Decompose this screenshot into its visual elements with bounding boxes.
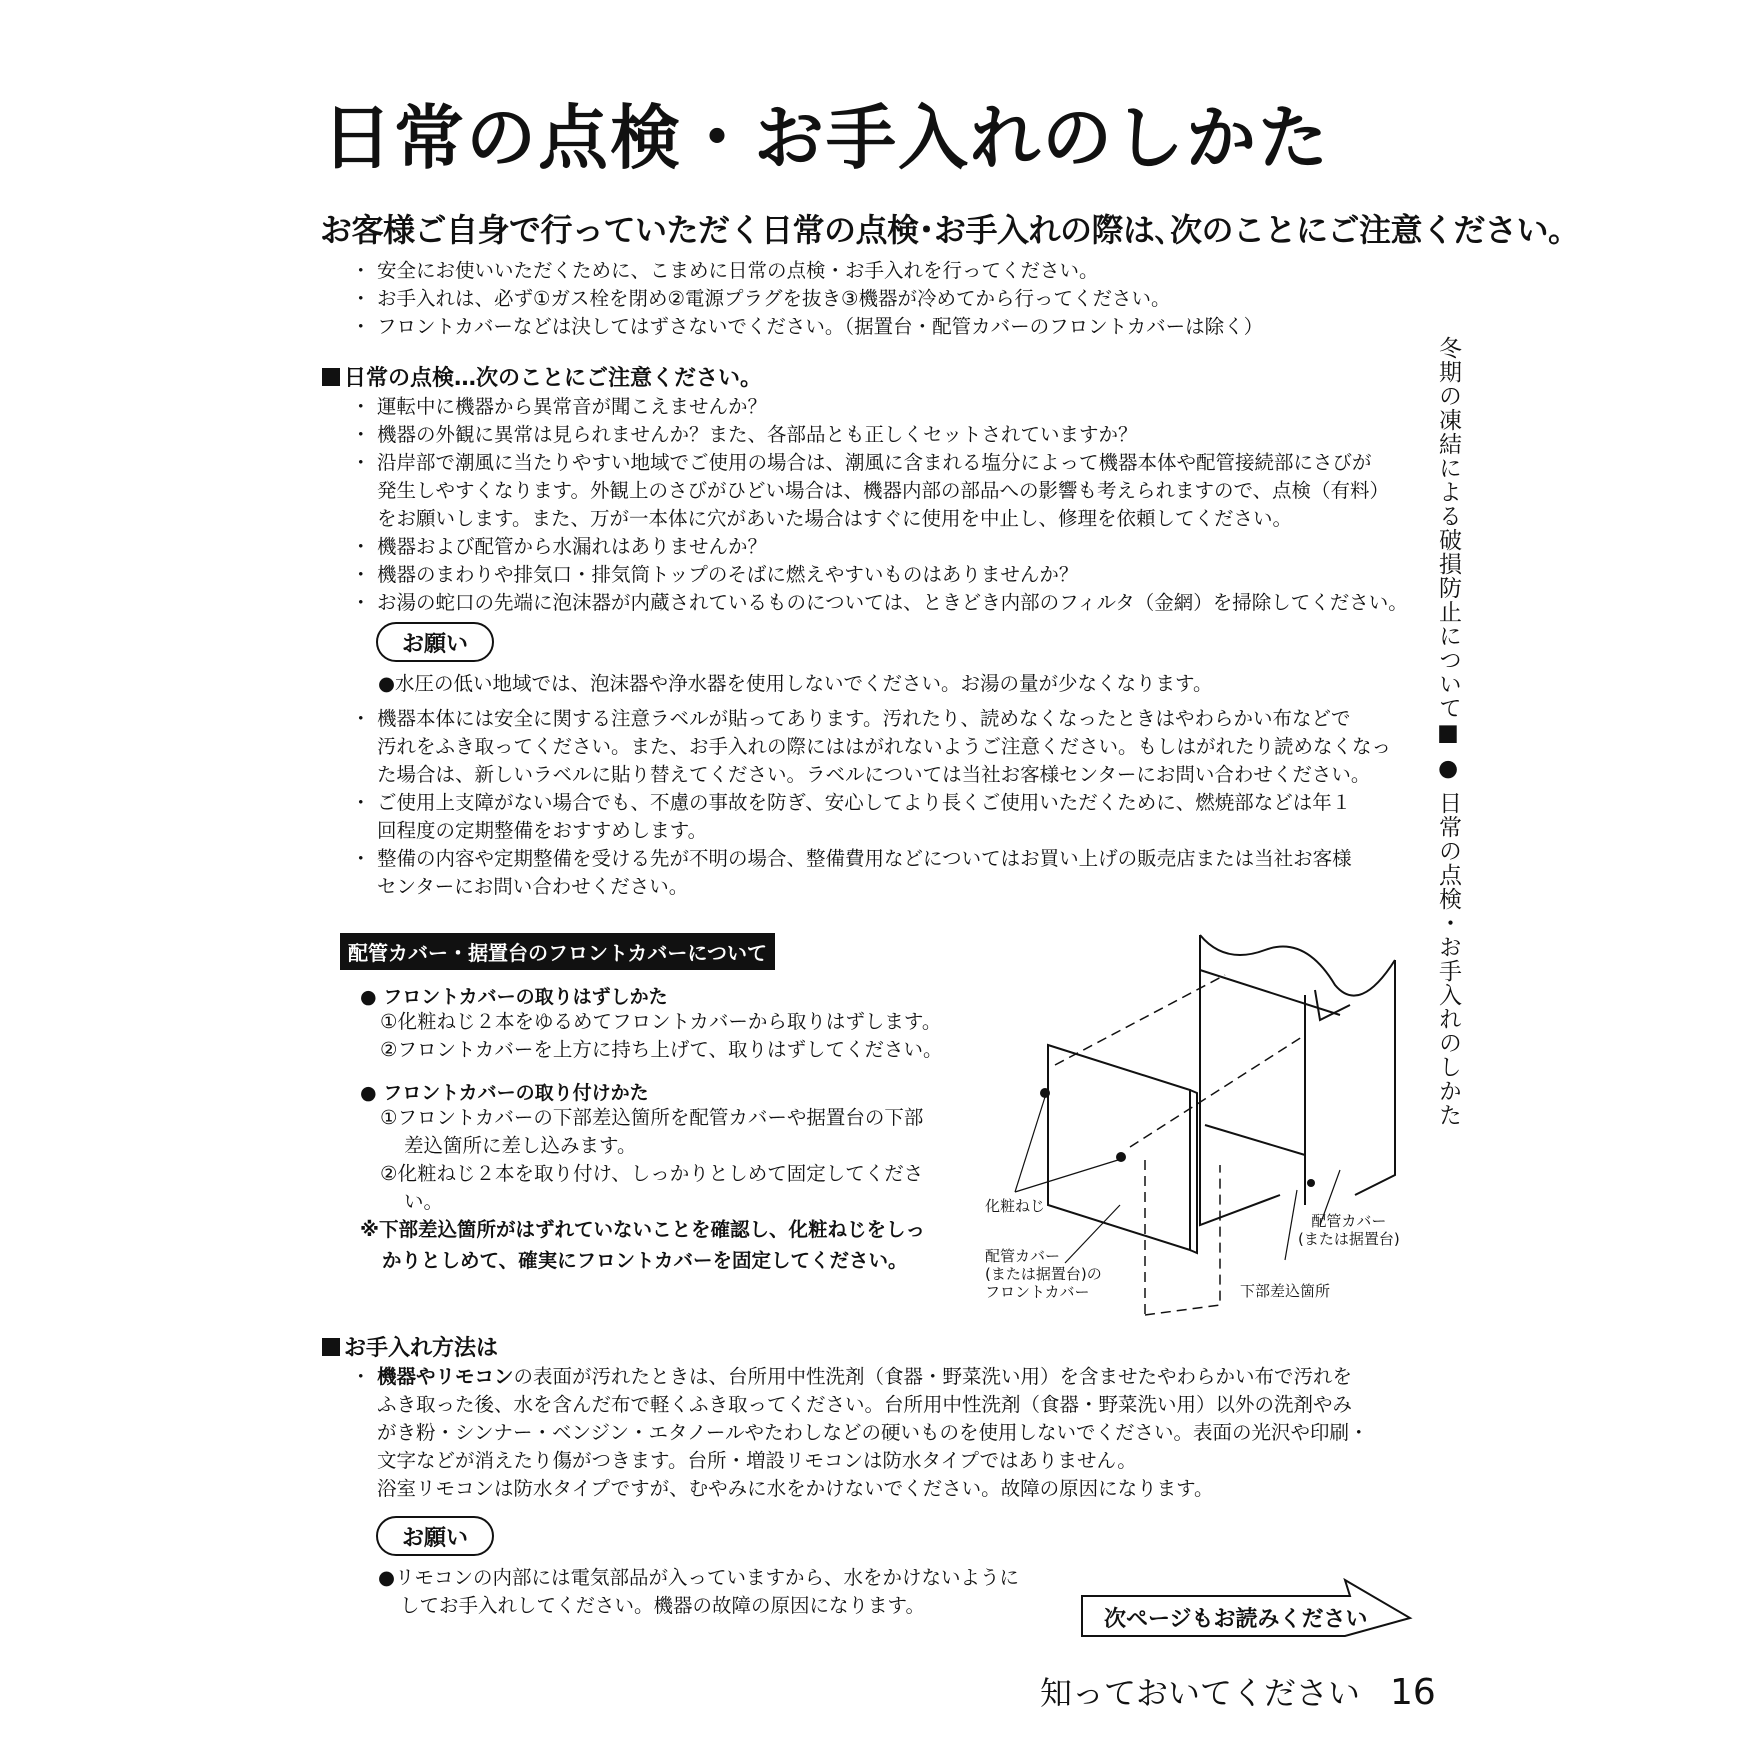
inspection-bullet-list [355,393,1408,617]
care-note-line: ●リモコンの内部には電気部品が入っていますから、水をかけないように [378,1566,1020,1589]
inspection-bullet: ・ ご使用上支障がない場合でも、不慮の事故を防ぎ、安心してより長くご使用いただくために、燃焼部などは年１ [355,789,1391,817]
attach-step-cont: い。 [404,1190,444,1213]
inspection-bullet: ・ 整備の内容や定期整備を受ける先が不明の場合、整備費用などについてはお買い上げの販売店または当社お客様 [355,845,1391,873]
label-front-cover [985,1247,1102,1301]
warning-line: かりとしめて、確実にフロントカバーを固定してください。 [382,1249,908,1272]
side-tab: 冬期の凍結による破損防止について■ ● 日常の点検・お手入れのしかた [1435,336,1461,1127]
front-cover-heading: 配管カバー・据置台のフロントカバーについて [340,933,775,970]
inspection-bullet: ・ お湯の蛇口の先端に泡沫器が内蔵されているものについては、ときどき内部のフィルタ（金網）を掃除してください。 [355,589,1408,617]
screw-icon [1040,1088,1050,1098]
care-text [355,1363,1368,1503]
inspection-bullet-cont: をお願いします。また、万が一本体に穴があいた場合はすぐに使用を中止し、修理を依頼してください。 [377,507,1292,530]
unit-left-edge [1200,935,1280,1225]
leader-line [1285,1190,1297,1260]
inspection-bullet-cont: 回程度の定期整備をおすすめします。 [377,819,708,842]
attach-step: ①フロントカバーの下部差込箇所を配管カバーや据置台の下部 [380,1106,924,1129]
unit-bottom-rail [1205,1125,1305,1155]
attach-steps [380,1104,923,1216]
page-footer [1040,1668,1436,1714]
care-line: 浴室リモコンは防水タイプですが、むやみに水をかけないでください。故障の原因になります。 [377,1477,1214,1500]
attach-heading: ● フロントカバーの取り付けかた [360,1082,649,1104]
inspection-bullet: ・ 沿岸部で潮風に当たりやすい地域でご使用の場合は、潮風に含まれる塩分によって機器本体や配管接続部にさびが [355,449,1408,477]
inspection-bullet: ・ 機器の外観に異常は見られませんか？また、各部品とも正しくセットされていますか？ [355,421,1408,449]
page-subtitle: お客様ご自身で行っていただく日常の点検･お手入れの際は､次のことにご注意ください｡ [320,211,1564,249]
inspection-heading [322,361,762,392]
inspection-bullet: ・ 運転中に機器から異常音が聞こえませんか？ [355,393,1408,421]
inspection-bullet: ・ 機器本体には安全に関する注意ラベルが貼ってあります。汚れたり、読めなくなったときはやわらかい布などで [355,705,1391,733]
care-line-rest: の表面が汚れたときは、台所用中性洗剤（食器・野菜洗い用）を含ませたやわらかい布で汚れを [513,1365,1353,1388]
onegai-note: ●水圧の低い地域では、泡沫器や浄水器を使用しないでください。お湯の量が少なくなります。 [378,672,1213,695]
inspection-bullet-cont: 汚れをふき取ってください。また、お手入れの際にははがれないようご注意ください。もしはがれたり読めなくなっ [377,735,1392,758]
label-cover-line: (または据置台) [1298,1230,1400,1248]
inspection-bullet-cont: センターにお問い合わせください。 [377,875,689,898]
unit-break-line [1200,935,1395,996]
footer-section-title: 知っておいてください [1040,1674,1361,1712]
care-line: がき粉・シンナー・ベンジン・エタノールやたわしなどの硬いものを使用しないでください。表面の光沢や印刷・ [377,1421,1369,1444]
label-cover [1298,1212,1400,1248]
leader-line [1015,1097,1045,1192]
inspection-bullet-cont: 発生しやすくなります。外観上のさびがひどい場合は、機器内部の部品への影響も考えられますので、点検（有料） [377,479,1390,502]
inspection-bullet-list-2 [355,705,1391,901]
attach-step: ②化粧ねじ２本を取り付け、しっかりとしめて固定してくださ [380,1162,924,1185]
care-line: ふき取った後、水を含んだ布で軽くふき取ってください。台所用中性洗剤（食器・野菜洗い用）以外の洗剤やみ [377,1393,1353,1416]
page-title: 日常の点検・お手入れのしかた [322,97,1330,179]
intro-bullet-list [355,257,1263,341]
label-insert: 下部差込箇所 [1240,1282,1331,1300]
inspection-heading-text: 日常の点検…次のことにご注意ください。 [344,366,763,391]
care-line [355,1363,1368,1391]
care-emphasis: 機器やリモコン [377,1365,514,1388]
screw-icon [1307,1179,1315,1187]
care-heading [322,1331,498,1362]
intro-bullet: ・ お手入れは、必ず①ガス栓を閉め②電源プラグを抜き③機器が冷めてから行ってください。 [355,285,1263,313]
label-front-line: (または据置台)の [985,1265,1102,1283]
intro-bullet: ・ 安全にお使いいただくために、こまめに日常の点検・お手入れを行ってください。 [355,257,1263,285]
next-page-arrow [1080,1588,1410,1642]
care-note [378,1564,1019,1620]
warning-line: ※下部差込箇所がはずれていないことを確認し、化粧ねじをしっ [360,1218,925,1241]
remove-step: ①化粧ねじ２本をゆるめてフロントカバーから取りはずします。 [380,1010,942,1033]
attach-warning [360,1214,925,1276]
square-bullet-icon [322,368,340,386]
inspection-bullet: ・ 機器および配管から水漏れはありませんか？ [355,533,1408,561]
page-number: 16 [1390,1672,1436,1713]
label-cover-line: 配管カバー [1311,1212,1387,1230]
care-note-line: してお手入れしてください。機器の故障の原因になります。 [400,1594,925,1617]
intro-bullet: ・ フロントカバーなどは決してはずさないでください。（据置台・配管カバーのフロントカバーは除く） [355,313,1263,341]
inspection-bullet: ・ 機器のまわりや排気口・排気筒トップのそばに燃えやすいものはありませんか？ [355,561,1408,589]
front-cover-panel [1048,1045,1190,1250]
unit-pipe [1315,990,1350,1020]
remove-steps [380,1008,943,1064]
care-heading-text: お手入れ方法は [344,1336,499,1361]
next-page-label: 次ページもお読みください [1104,1607,1368,1632]
remove-heading: ● フロントカバーの取りはずしかた [360,986,668,1008]
front-cover-panel-edge [1190,1090,1197,1253]
guide-line [1130,1035,1305,1147]
label-screw: 化粧ねじ [985,1197,1046,1215]
onegai-badge: お願い [376,622,494,662]
care-line: 文字などが消えたり傷がつきます。台所・増設リモコンは防水タイプではありません。 [377,1449,1137,1472]
square-bullet-icon [322,1338,340,1356]
label-front-line: フロントカバー [985,1283,1090,1301]
leader-line [1015,1160,1118,1192]
attach-step-cont: 差込箇所に差し込みます。 [404,1134,637,1157]
onegai-badge: お願い [376,1516,494,1556]
remove-step: ②フロントカバーを上方に持ち上げて、取りはずしてください。 [380,1038,943,1061]
inspection-bullet-cont: た場合は、新しいラベルに貼り替えてください。ラベルについては当社お客様センターにお問い合わせください。 [377,763,1371,786]
label-front-line: 配管カバー [985,1247,1061,1265]
